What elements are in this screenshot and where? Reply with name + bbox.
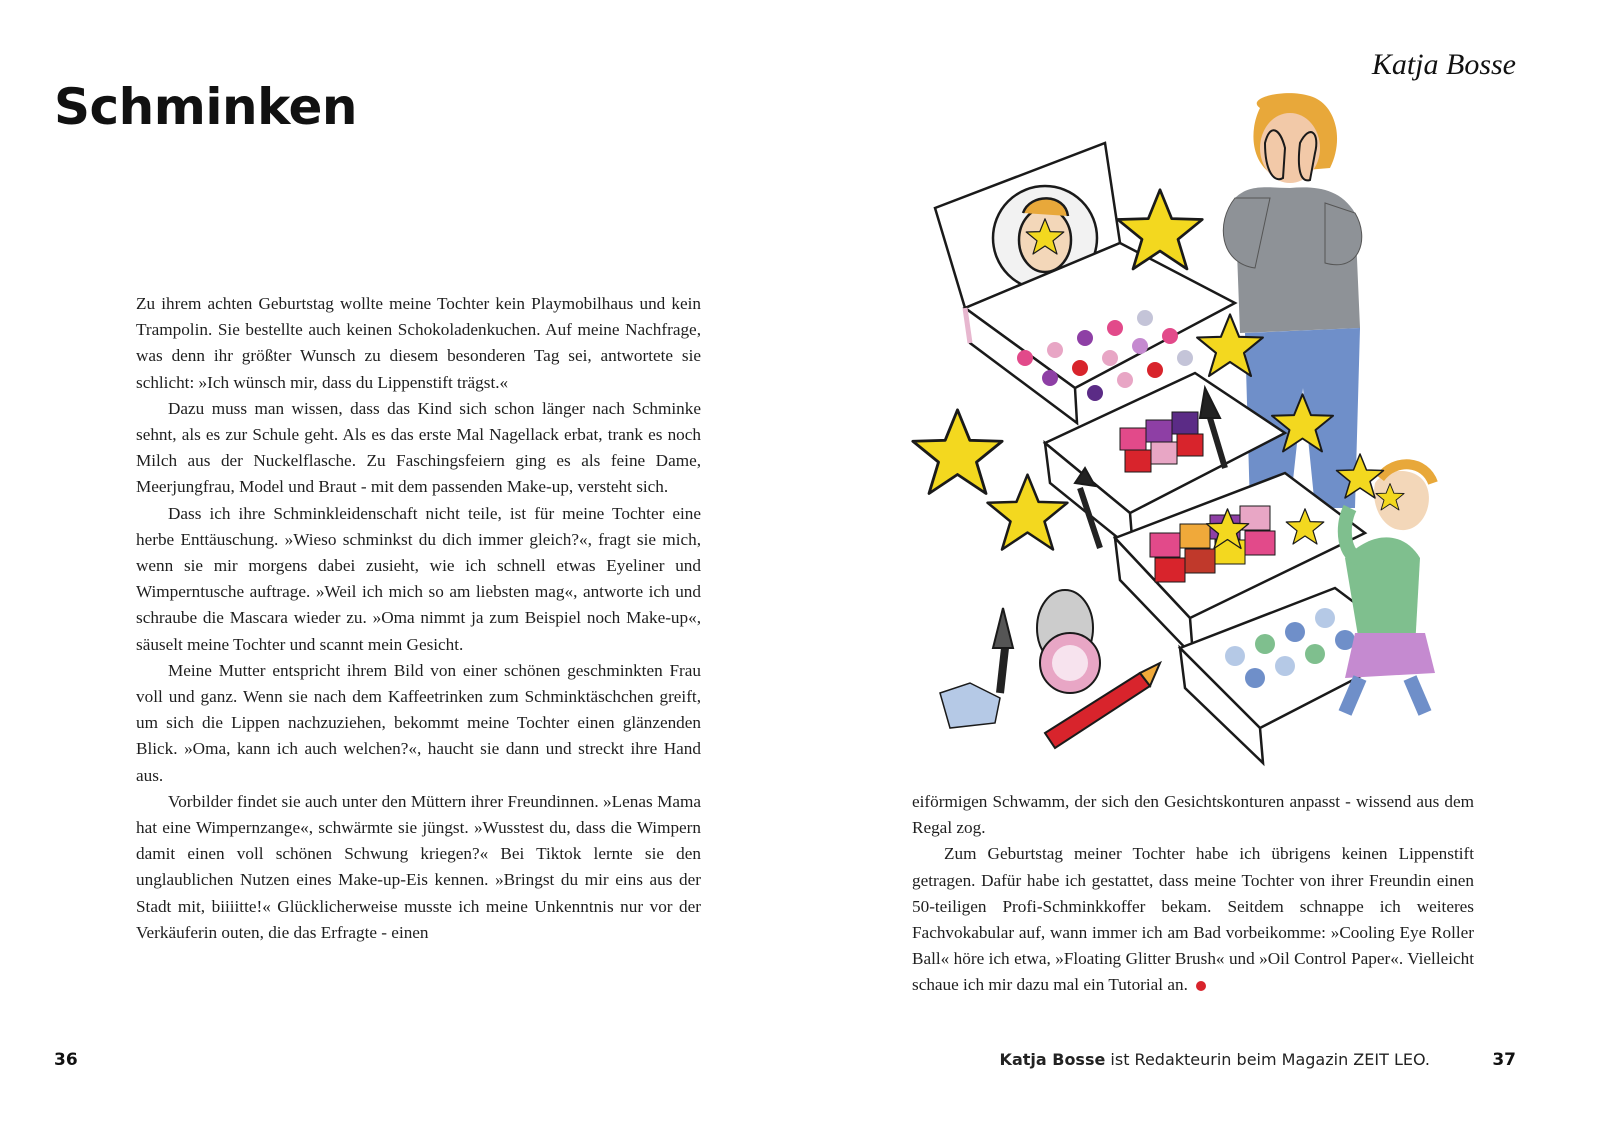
paragraph-text: Zum Geburtstag meiner Tochter habe ich übrigens keinen Lippenstift getragen. Dafür habe ich gestattet, dass meine Tochter von ihrer Freundin einen 50-teiligen Profi-Schminkkoffer bekam. Seitdem schnappe ich weiteres Fachvokabular auf, wann immer ich am Bad vorbeikomme: »Cooling Eye Roller Ball« höre ich etwa, »Floating Glitter Brush« und »Oil Control Paper«. Vielleicht schaue ich mir dazu mal ein Tutorial an. — [912, 844, 1474, 995]
author-bio — [1000, 1050, 1430, 1069]
illustration-make-up-case — [905, 88, 1515, 768]
paragraph: Vorbilder findet sie auch unter den Müttern ihrer Freundinnen. »Lenas Mama hat eine Wimpernzange«, schwärmte sie jüngst. »Wusstest du, dass die Wimpern damit einen voll schönen Schwung kriegen?« Bei Tiktok lernte sie den unglaublichen Nutzen eines Make-up-Eis kennen. »Bringst du mir eins aus der Stadt mit, biiiitte!« Glücklicherweise musste ich meine Unkenntnis nur vor der Verkäuferin outen, die das Erfragte - einen — [136, 791, 701, 942]
bio-text: ist Redakteurin beim Magazin ZEIT LEO. — [1105, 1050, 1430, 1069]
end-mark-dot — [1196, 981, 1206, 991]
page-number-right: 37 — [1492, 1050, 1516, 1070]
sponge — [940, 683, 1000, 728]
paragraph: eiförmigen Schwamm, der sich den Gesichtskonturen anpasst - wissend aus dem Regal zog. — [912, 792, 1474, 838]
page-number-left: 36 — [54, 1050, 78, 1070]
article-title: Schminken — [54, 78, 357, 136]
compact-mirror — [1037, 590, 1100, 693]
paragraph: Meine Mutter entspricht ihrem Bild von einer schönen geschminkten Frau voll und ganz. Wenn sie nach dem Kaffeetrinken zum Schminktäschchen greift, um sich die Lippen nachzuziehen, bekommt meine Tochter einen glänzenden Blick. »Oma, kann ich auch welchen?«, haucht sie dann und streckt ihre Hand aus. — [136, 660, 701, 785]
paragraph: Dazu muss man wissen, dass das Kind sich schon länger nach Schminke sehnt, als es zur Schule geht. Als es das erste Mal Nagellack erbat, trank es noch Milch aus der Nuckelflasche. Zu Faschingsfeiern ging es als feine Dame, Meerjungfrau, Model und Braut - mit dem passenden Make-up, versteht sich. — [136, 398, 701, 497]
bio-author-name: Katja Bosse — [999, 1050, 1106, 1069]
paragraph: Dass ich ihre Schminkleidenschaft nicht teile, ist für meine Tochter eine herbe Enttäuschung. »Wieso schminkst du dich immer gleich?«, fragt sie mich, wenn sie mir morgens dabei zusieht, wie ich schnell etwas Eyeliner und Wimperntusche auftrage. »Weil ich mich so am liebsten mag«, antworte ich und schraube die Mascara wieder zu. »Oma nimmt ja zum Beispiel noch Make-up«, säuselt meine Tochter und scannt mein Gesicht. — [136, 503, 701, 654]
paragraph — [912, 841, 1474, 998]
right-text-column — [912, 789, 1474, 999]
paragraph: Zu ihrem achten Geburtstag wollte meine Tochter kein Playmobilhaus und kein Trampolin. Sie bestellte auch keinen Schokoladenkuchen. Auf meine Nachfrage, was denn ihr größter Wunsch zu diesem besonderen Tag sei, antwortete sie schlicht: »Ich wünsch mir, dass du Lippenstift trägst.« — [136, 294, 701, 392]
left-text-column — [136, 291, 701, 946]
author-name: Katja Bosse — [1371, 48, 1516, 81]
